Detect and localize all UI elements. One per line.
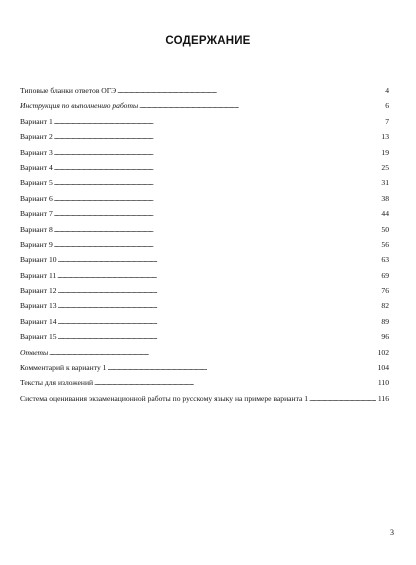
toc-leader-dots [58, 298, 380, 313]
toc-entry-title: Тексты для изложений [20, 378, 94, 388]
toc-entry-page: 102 [377, 347, 389, 357]
toc-entry-title: Вариант 14 [20, 316, 57, 326]
toc-entry-title: Система оценивания экзаменационной работы по русскому языку на примере варианта 1 [20, 393, 309, 403]
toc-entry-page: 50 [381, 224, 389, 234]
toc-entry[interactable] [20, 222, 389, 237]
toc-entry-page: 13 [381, 132, 389, 142]
toc-leader-dots [54, 206, 380, 221]
toc-entry[interactable] [20, 129, 389, 144]
toc-entry-page: 63 [381, 255, 389, 265]
toc-leader-dots [139, 98, 383, 113]
toc-leader-dots [117, 83, 383, 98]
toc-entry-title: Комментарий к варианту 1 [20, 363, 107, 373]
toc-entry-title: Вариант 6 [20, 193, 53, 203]
toc-entry[interactable] [20, 237, 389, 252]
toc-leader-dots [94, 375, 376, 390]
toc-entry[interactable] [20, 391, 389, 406]
toc-leader-dots [58, 329, 380, 344]
toc-leader-dots [54, 237, 380, 252]
toc-entry-title: Вариант 13 [20, 301, 57, 311]
toc-entry-page: 89 [381, 316, 389, 326]
toc-entry-page: 82 [381, 301, 389, 311]
toc-entry-title: Вариант 4 [20, 162, 53, 172]
toc-entry-page: 56 [381, 239, 389, 249]
toc-entry-page: 31 [381, 178, 389, 188]
toc-entry[interactable] [20, 191, 389, 206]
toc-entry-page: 104 [377, 363, 389, 373]
toc-entry-title: Вариант 5 [20, 178, 53, 188]
toc-leader-dots [58, 283, 380, 298]
toc-entry-title: Вариант 10 [20, 255, 57, 265]
toc-entry-title: Типовые бланки ответов ОГЭ [20, 86, 117, 95]
toc-entry-title: Ответы [20, 347, 49, 357]
table-of-contents [20, 83, 389, 406]
toc-entry-title: Вариант 7 [20, 209, 53, 219]
toc-leader-dots [54, 114, 383, 129]
toc-entry-page: 6 [385, 101, 389, 111]
toc-entry-page: 69 [381, 270, 389, 280]
toc-entry-title: Вариант 12 [20, 286, 57, 296]
page-title: СОДЕРЖАНИЕ [165, 35, 251, 47]
toc-entry-page: 116 [377, 393, 389, 403]
toc-leader-dots [54, 145, 380, 160]
toc-entry-page: 44 [381, 209, 389, 219]
page-number: 3 [390, 528, 394, 537]
toc-entry-page: 110 [377, 378, 389, 388]
toc-leader-dots [54, 160, 380, 175]
toc-entry-page: 7 [385, 116, 389, 126]
toc-entry-page: 4 [385, 86, 389, 95]
toc-leader-dots [54, 175, 380, 190]
toc-entry[interactable] [20, 314, 389, 329]
toc-entry[interactable] [20, 114, 389, 129]
toc-entry-title: Вариант 8 [20, 224, 53, 234]
toc-leader-dots [58, 252, 380, 267]
toc-entry-title: Вариант 11 [20, 270, 57, 280]
toc-entry-page: 96 [381, 332, 389, 342]
toc-entry[interactable] [20, 375, 389, 390]
toc-leader-dots [54, 222, 380, 237]
toc-entry-title: Инструкция по выполнению работы [20, 101, 139, 111]
toc-leader-dots [49, 345, 375, 360]
toc-entry-page: 25 [381, 162, 389, 172]
toc-entry[interactable] [20, 83, 389, 98]
toc-leader-dots [57, 268, 379, 283]
toc-entry[interactable] [20, 145, 389, 160]
toc-entry[interactable] [20, 329, 389, 344]
toc-entry[interactable] [20, 252, 389, 267]
toc-entry-page: 19 [381, 147, 389, 157]
toc-entry[interactable] [20, 175, 389, 190]
toc-leader-dots [54, 191, 380, 206]
toc-leader-dots [107, 360, 375, 375]
toc-entry[interactable] [20, 345, 389, 360]
toc-leader-dots [54, 129, 380, 144]
toc-entry[interactable] [20, 268, 389, 283]
toc-entry[interactable] [20, 298, 389, 313]
toc-entry[interactable] [20, 160, 389, 175]
toc-leader-dots [58, 314, 380, 329]
toc-entry-title: Вариант 15 [20, 332, 57, 342]
toc-entry[interactable] [20, 206, 389, 221]
toc-entry-page: 76 [381, 286, 389, 296]
toc-entry[interactable] [20, 98, 389, 113]
toc-entry-title: Вариант 9 [20, 239, 53, 249]
toc-entry[interactable] [20, 360, 389, 375]
toc-entry-page: 38 [381, 193, 389, 203]
toc-entry-title: Вариант 2 [20, 132, 53, 142]
toc-leader-dots [309, 391, 376, 406]
toc-entry[interactable] [20, 283, 389, 298]
toc-entry-title: Вариант 1 [20, 116, 53, 126]
toc-entry-title: Вариант 3 [20, 147, 53, 157]
